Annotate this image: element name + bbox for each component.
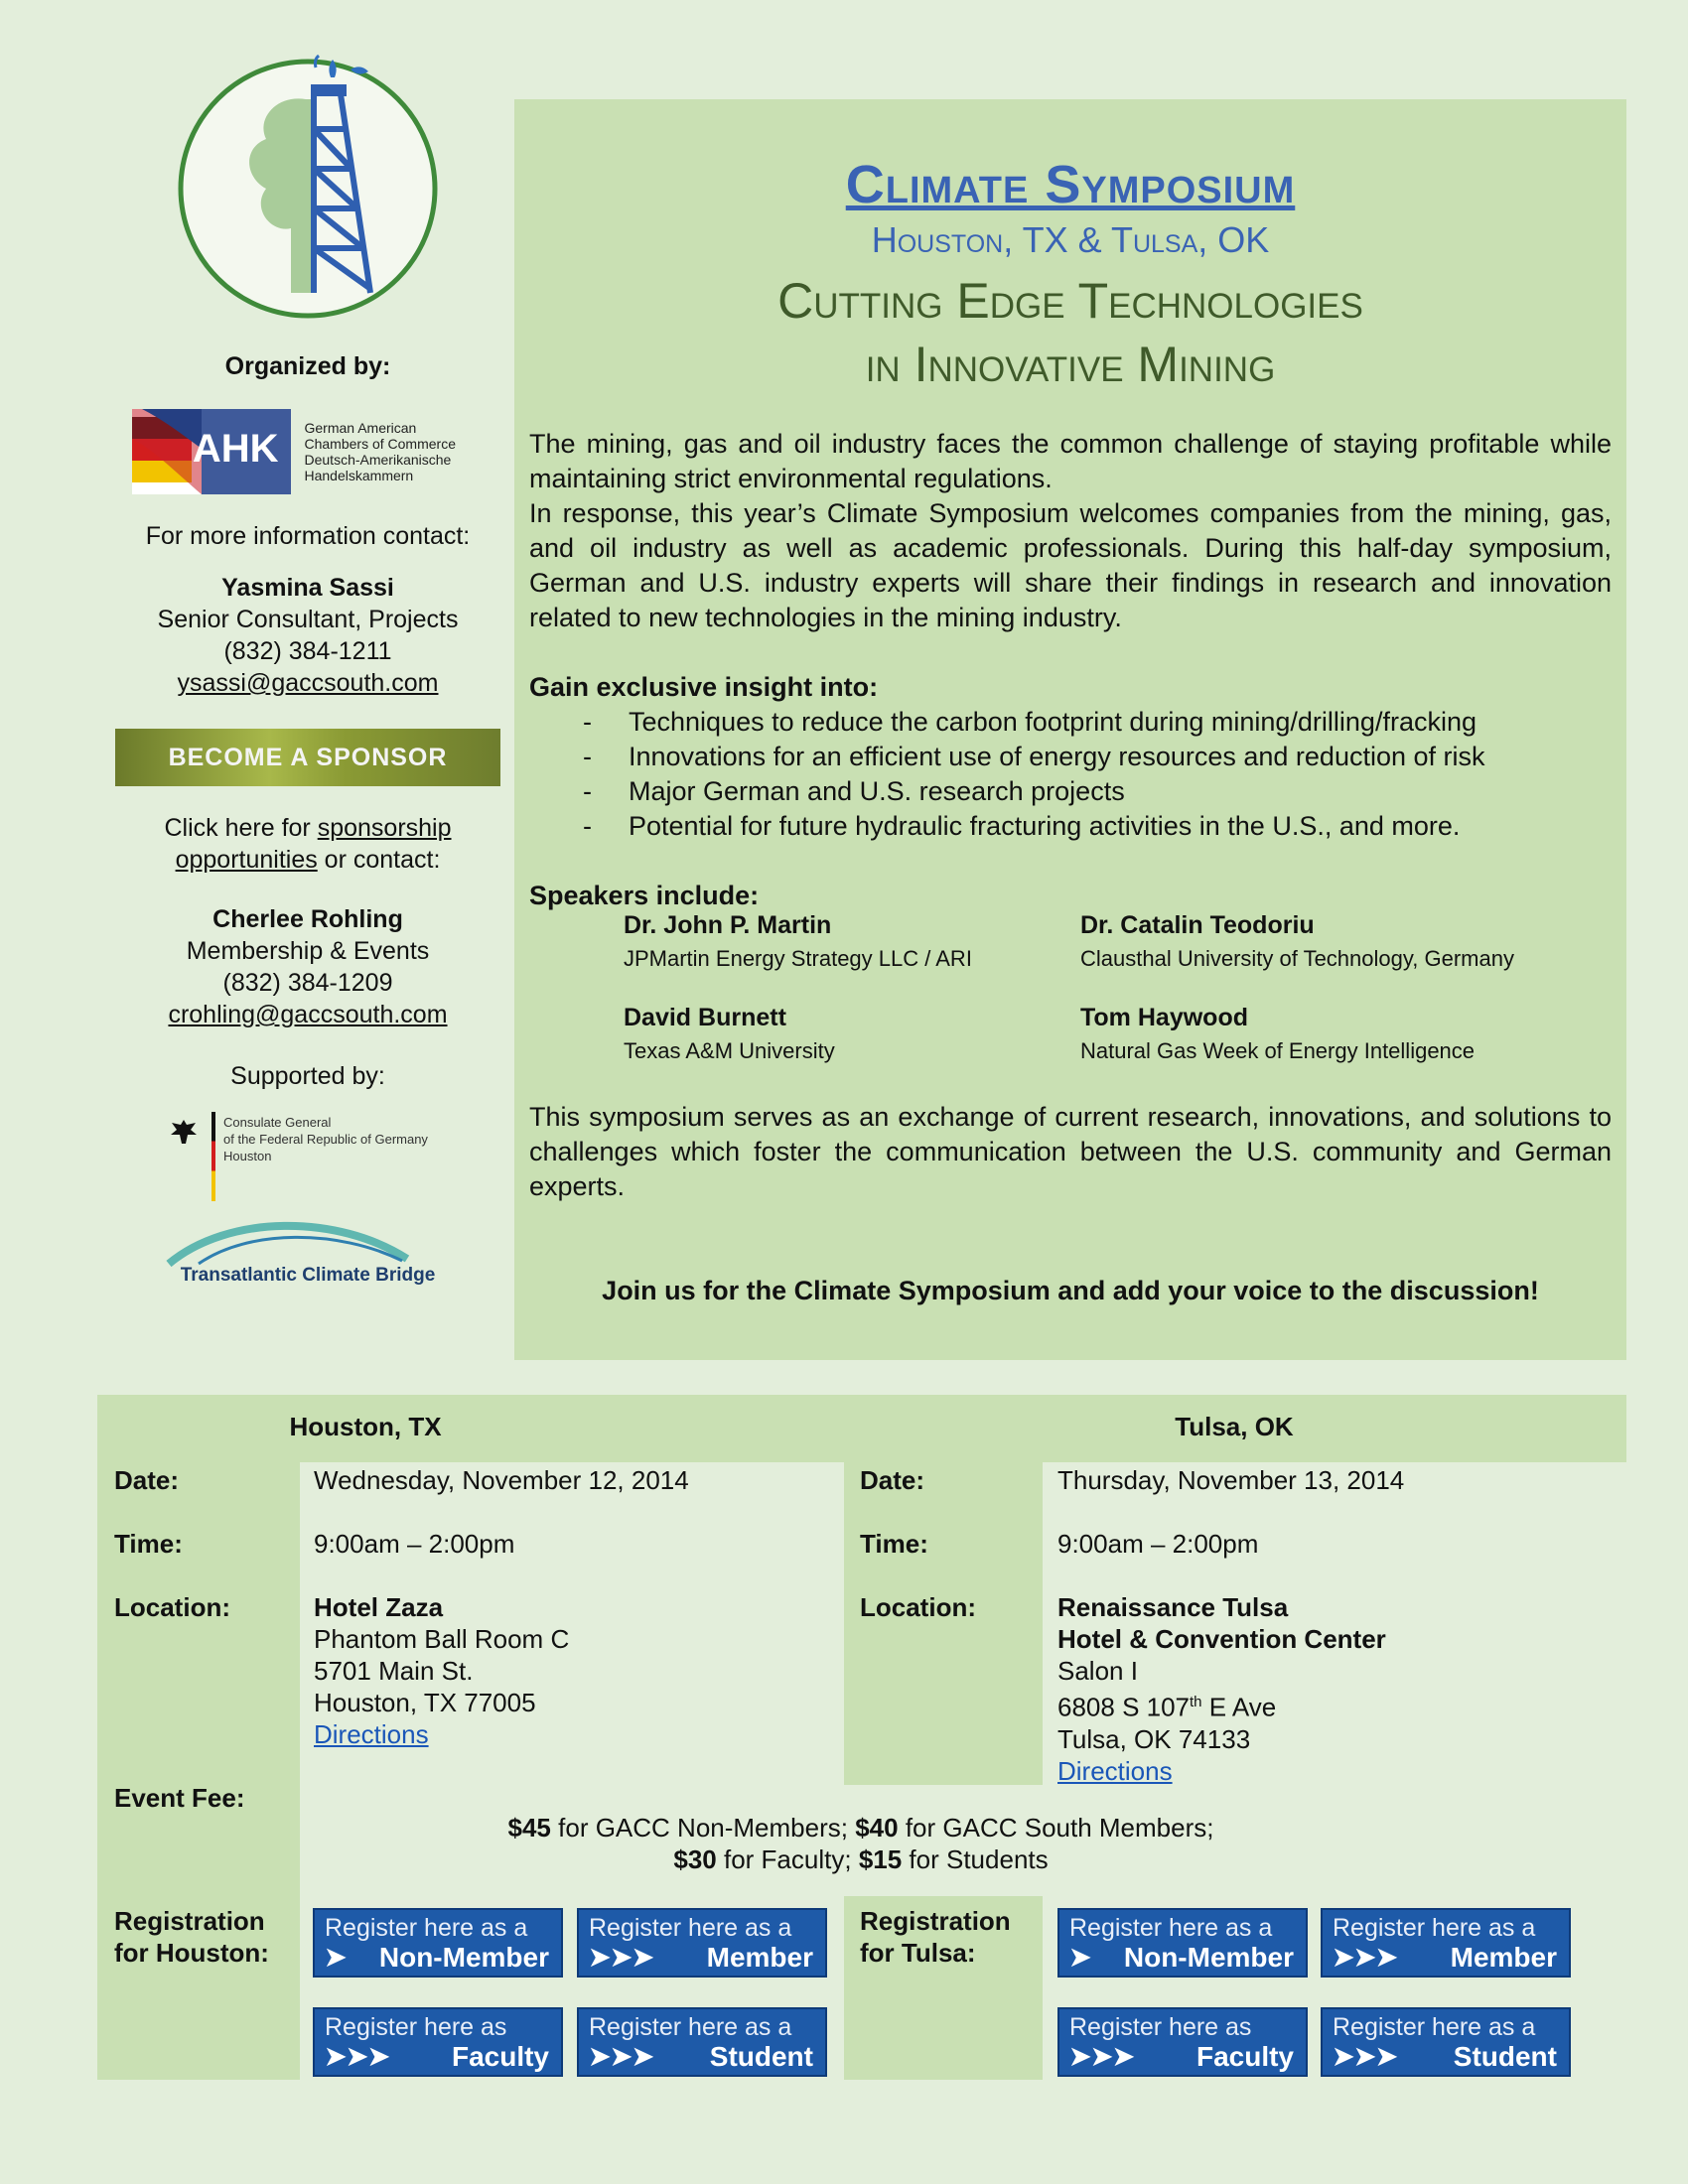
houston-city-heading: Houston, TX — [289, 1412, 442, 1441]
contact-2-email-link[interactable]: crohling@gaccsouth.com — [168, 1001, 448, 1028]
insight-item: - Potential for future hydraulic fracturing activities in the U.S., and more. — [529, 809, 1612, 844]
fee-amount: $30 — [673, 1844, 717, 1874]
main-content-box — [514, 99, 1626, 1360]
register-button-bottom: Member — [706, 1942, 813, 1973]
tulsa-street-text: E Ave — [1201, 1692, 1277, 1722]
houston-date: Wednesday, November 12, 2014 — [314, 1465, 689, 1495]
sidebar — [94, 40, 521, 1298]
sponsorship-note — [144, 812, 472, 876]
houston-venue: Hotel Zaza — [314, 1592, 444, 1622]
contact-1-name: Yasmina Sassi — [221, 574, 394, 602]
insight-section — [529, 670, 1612, 844]
speaker-card — [624, 1001, 835, 1068]
fee-amount: $45 — [507, 1813, 551, 1843]
tulsa-city-heading: Tulsa, OK — [1175, 1412, 1294, 1441]
speaker-card — [1080, 908, 1514, 976]
tulsa-register-student-button[interactable] — [1321, 2007, 1571, 2077]
or-contact-text: or contact: — [317, 846, 441, 874]
ahk-logo-text: AHK — [192, 427, 279, 471]
speakers-heading-text: Speakers include: — [529, 881, 760, 910]
register-button-top: Register here as — [1069, 2013, 1252, 2041]
register-button-top: Register here as a — [325, 1914, 528, 1942]
eagle-icon — [169, 1117, 199, 1147]
fee-text: for Students — [902, 1844, 1049, 1874]
tulsa-room: Salon I — [1057, 1656, 1138, 1686]
tulsa-venue: Renaissance Tulsa — [1057, 1592, 1289, 1622]
register-button-bottom: Member — [1450, 1942, 1557, 1973]
arrow-icon: ➤ — [1069, 1942, 1091, 1972]
contact-2-title: Membership & Events — [186, 937, 430, 965]
houston-register-faculty-button[interactable] — [313, 2007, 563, 2077]
tulsa-street — [1057, 1687, 1386, 1723]
supported-by-label: Supported by: — [230, 1062, 385, 1090]
houston-directions-link[interactable]: Directions — [314, 1719, 429, 1749]
arrows-icon: ➤➤➤ — [325, 2041, 390, 2071]
speaker-name: David Burnett — [624, 1004, 786, 1031]
tulsa-location-label: Location: — [860, 1592, 976, 1622]
contact-1-email-link[interactable]: ysassi@gaccsouth.com — [177, 669, 439, 697]
contact-2-phone: (832) 384-1209 — [222, 969, 393, 997]
subtitle-line-2: in Innovative Mining — [865, 337, 1276, 392]
contact-2 — [94, 903, 521, 1030]
event-fees — [300, 1812, 1422, 1875]
fee-text: for Faculty; — [716, 1844, 859, 1874]
fee-line — [300, 1812, 1422, 1843]
tcb-name: Transatlantic Climate Bridge — [180, 1265, 436, 1286]
registration-label-line: Registration — [114, 1906, 265, 1936]
speaker-name: Tom Haywood — [1080, 1004, 1248, 1031]
consulate-line: of the Federal Republic of Germany — [223, 1132, 428, 1147]
consulate-line: Houston — [223, 1149, 272, 1163]
register-button-bottom: Non-Member — [378, 1942, 549, 1973]
tulsa-time: 9:00am – 2:00pm — [1057, 1529, 1259, 1559]
fee-text: for GACC South Members; — [898, 1813, 1214, 1843]
arrows-icon: ➤➤➤ — [1069, 2041, 1135, 2071]
click-here-text: Click here for — [164, 814, 318, 842]
insight-item: - Techniques to reduce the carbon footprint during mining/drilling/fracking — [529, 705, 1612, 740]
tulsa-street-text: 6808 S 107 — [1057, 1692, 1191, 1722]
speaker-org: Texas A&M University — [624, 1038, 835, 1063]
register-button-top: Register here as a — [1333, 1914, 1536, 1942]
registration-label-line: for Tulsa: — [860, 1938, 976, 1968]
register-button-top: Register here as a — [1069, 1914, 1273, 1942]
tulsa-location — [1057, 1591, 1386, 1787]
closing-paragraph: This symposium serves as an exchange of current research, innovations, and solutions to challenges which foster the communication between the U.S. community and German experts. — [529, 1102, 1612, 1201]
tulsa-register-faculty-button[interactable] — [1057, 2007, 1308, 2077]
speaker-card — [1080, 1001, 1475, 1068]
become-sponsor-button[interactable]: BECOME A SPONSOR — [115, 729, 500, 786]
contact-1-title: Senior Consultant, Projects — [157, 606, 459, 633]
houston-register-nonmember-button[interactable] — [313, 1908, 563, 1978]
fee-amount: $15 — [858, 1844, 903, 1874]
houston-street: 5701 Main St. — [314, 1656, 474, 1686]
houston-room: Phantom Ball Room C — [314, 1624, 570, 1654]
arrows-icon: ➤➤➤ — [589, 2041, 654, 2071]
houston-register-member-button[interactable] — [577, 1908, 827, 1978]
houston-register-student-button[interactable] — [577, 2007, 827, 2077]
event-fee-label: Event Fee: — [114, 1783, 245, 1813]
organized-by-label: Organized by: — [224, 352, 391, 380]
register-button-bottom: Faculty — [1196, 2041, 1294, 2072]
arrow-icon: ➤ — [325, 1942, 347, 1972]
closing-cta: Join us for the Climate Symposium and add your voice to the discussion! — [602, 1276, 1539, 1305]
consulate-line: Consulate General — [223, 1115, 332, 1130]
speaker-card — [624, 908, 972, 976]
speaker-org: Natural Gas Week of Energy Intelligence — [1080, 1038, 1476, 1063]
tulsa-registration-label — [860, 1905, 1011, 1969]
intro-paragraph-2: In response, this year’s Climate Symposium welcomes companies from the mining, gas, and oil industry as well as academic professionals. During this half-day symposium, German and U.S. industry experts will share their findings in research and innovation related to new technologies in the mining industry. — [529, 498, 1612, 632]
registration-label-line: Registration — [860, 1906, 1011, 1936]
houston-time: 9:00am – 2:00pm — [314, 1529, 515, 1559]
page-title: Climate Symposium — [845, 155, 1296, 214]
event-details-table — [97, 1395, 1626, 2080]
symposium-logo — [167, 40, 450, 323]
tulsa-directions-link[interactable]: Directions — [1057, 1755, 1173, 1786]
register-button-bottom: Non-Member — [1123, 1942, 1294, 1973]
cities-subtitle: Houston, TX & Tulsa, OK — [871, 219, 1270, 260]
tulsa-citystate: Tulsa, OK 74133 — [1057, 1723, 1251, 1754]
speaker-name: Dr. Catalin Teodoriu — [1080, 911, 1315, 939]
tulsa-register-nonmember-button[interactable] — [1057, 1908, 1308, 1978]
houston-location-label: Location: — [114, 1592, 230, 1622]
fee-line — [300, 1843, 1422, 1875]
register-button-bottom: Student — [709, 2041, 813, 2072]
ahk-line: German American — [304, 420, 417, 436]
arrows-icon: ➤➤➤ — [589, 1942, 654, 1972]
speaker-name: Dr. John P. Martin — [624, 911, 832, 939]
tulsa-label-column — [844, 1462, 1043, 1785]
register-button-bottom: Student — [1453, 2041, 1557, 2072]
intro-text — [529, 427, 1612, 635]
contact-1 — [94, 572, 521, 699]
ahk-line: Chambers of Commerce — [304, 436, 456, 452]
houston-date-label: Date: — [114, 1465, 180, 1495]
speaker-org: JPMartin Energy Strategy LLC / ARI — [624, 946, 972, 971]
register-button-bottom: Faculty — [451, 2041, 549, 2072]
tulsa-date: Thursday, November 13, 2014 — [1057, 1465, 1405, 1495]
registration-label-line: for Houston: — [114, 1938, 269, 1968]
speaker-org: Clausthal University of Technology, Germany — [1080, 946, 1514, 971]
intro-paragraph-1: The mining, gas and oil industry faces the common challenge of staying profitable while maintaining strict environmental regulations. — [529, 429, 1612, 493]
more-info-label: For more information contact: — [145, 522, 471, 550]
consulate-logo — [94, 1112, 521, 1201]
houston-citystate: Houston, TX 77005 — [314, 1688, 536, 1717]
fee-amount: $40 — [855, 1813, 899, 1843]
register-button-top: Register here as a — [589, 1914, 792, 1942]
subtitle-line-1: Cutting Edge Technologies — [777, 273, 1363, 329]
ahk-line: Handelskammern — [304, 468, 414, 483]
houston-time-label: Time: — [114, 1529, 183, 1559]
insight-item: - Innovations for an efficient use of energy resources and reduction of risk — [529, 740, 1612, 774]
register-button-top: Register here as — [325, 2013, 507, 2041]
insight-item: - Major German and U.S. research projects — [529, 774, 1612, 809]
ahk-logo — [132, 407, 485, 496]
tulsa-time-label: Time: — [860, 1529, 928, 1559]
sponsorship-link[interactable]: sponsorship opportunities — [175, 814, 452, 874]
tulsa-venue: Hotel & Convention Center — [1057, 1624, 1386, 1654]
fee-text: for GACC Non-Members; — [550, 1813, 856, 1843]
tulsa-street-sup: th — [1190, 1694, 1202, 1710]
ahk-line: Deutsch-Amerikanische — [304, 452, 452, 468]
contact-1-phone: (832) 384-1211 — [223, 637, 392, 665]
arrows-icon: ➤➤➤ — [1333, 2041, 1398, 2071]
arrows-icon: ➤➤➤ — [1333, 1942, 1398, 1972]
transatlantic-climate-bridge-logo — [94, 1219, 521, 1298]
contact-2-name: Cherlee Rohling — [212, 905, 403, 933]
houston-registration-label — [114, 1905, 269, 1969]
register-button-top: Register here as a — [1333, 2013, 1536, 2041]
insight-heading: Gain exclusive insight into: — [529, 672, 879, 702]
tulsa-register-member-button[interactable] — [1321, 1908, 1571, 1978]
register-button-top: Register here as a — [589, 2013, 792, 2041]
houston-location — [314, 1591, 569, 1750]
tulsa-date-label: Date: — [860, 1465, 925, 1495]
